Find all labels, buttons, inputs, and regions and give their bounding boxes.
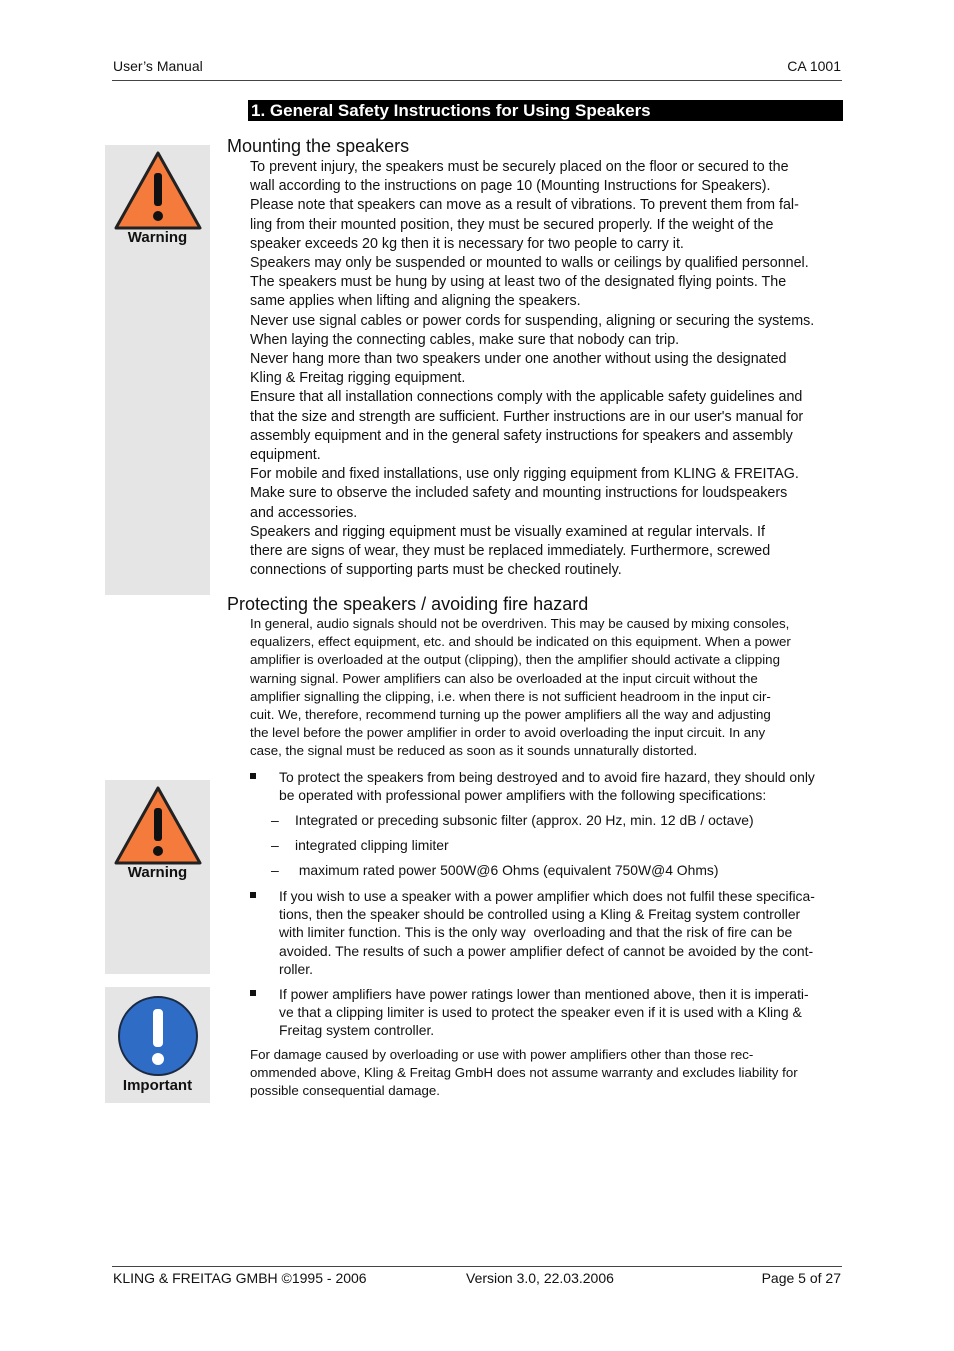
important-panel [105, 987, 210, 1103]
text-line: The speakers must be hung by using at least two of the designated flying points. The [250, 274, 787, 291]
text-line: that the size and strength are sufficient. Further instructions are in our user's manual for [250, 408, 804, 425]
warning-icon [113, 151, 203, 231]
warning-icon [113, 786, 203, 866]
text-line: Never hang more than two speakers under one another without using the designated [250, 351, 787, 368]
text-line: To prevent injury, the speakers must be securely placed on the floor or secured to the [250, 159, 789, 175]
text-line: and accessories. [250, 504, 358, 521]
text-line: avoided. The results of such a power amplifier defect of cannot be avoided by the cont- [279, 942, 814, 959]
text-line: To protect the speakers from being destroyed and to avoid fire hazard, they should only [279, 769, 815, 785]
section-title: 1. General Safety Instructions for Using Speakers [248, 100, 843, 121]
bullet-marker [250, 990, 256, 996]
header-rule [112, 80, 842, 81]
header-right: CA 1001 [787, 58, 841, 74]
warning-panel-1 [105, 145, 210, 595]
bullet-item-2 [279, 887, 841, 978]
warning-label: Warning [127, 229, 188, 246]
text-line: If you wish to use a speaker with a power amplifier which does not fulfil these specifica- [279, 888, 815, 904]
text-line: case, the signal must be reduced as soon as it sounds unnaturally distorted. [250, 743, 698, 759]
text-line: amplifier is overloaded at the output (clipping), then the amplifier should activate a clipping [250, 652, 780, 668]
text-line: Freitag system controller. [279, 1022, 435, 1039]
text-line: ve that a clipping limiter is used to protect the speaker even if it is used with a Kling & [279, 1004, 802, 1021]
bullet-item-3 [279, 985, 841, 1040]
text-line: amplifier signalling the clipping, i.e. when there is not sufficient headroom in the input cir- [250, 688, 771, 704]
footer-company: KLING & FREITAG GMBH ©1995 - 2006 [113, 1270, 367, 1286]
text-line: Please note that speakers can move as a result of vibrations. To prevent them from fal- [250, 197, 799, 214]
text-line: When laying the connecting cables, make sure that nobody can trip. [250, 331, 680, 348]
text-line: connections of supporting parts must be checked routinely. [250, 562, 622, 579]
spec-item-2: integrated clipping limiter [295, 837, 449, 853]
text-line: same applies when lifting and aligning the speakers. [250, 293, 581, 310]
dash-marker: – [271, 837, 279, 853]
text-line: tions, then the speaker should be controlled using a Kling & Freitag system controller [279, 906, 801, 923]
bullet-marker [250, 773, 256, 779]
text-line: Make sure to observe the included safety and mounting instructions for loudspeakers [250, 485, 788, 502]
dash-marker: – [271, 812, 279, 828]
text-line: equalizers, effect equipment, etc. and should be indicated on this equipment. When a power [250, 634, 791, 650]
text-line: roller. [279, 960, 313, 977]
text-line: Ensure that all installation connections comply with the applicable safety guidelines and [250, 389, 803, 406]
footer-version: Version 3.0, 22.03.2006 [466, 1270, 614, 1286]
text-line: cuit. We, therefore, recommend turning up the power amplifiers all the way and adjusting [250, 707, 771, 723]
header-left: User’s Manual [113, 58, 203, 74]
text-line: Speakers and rigging equipment must be visually examined at regular intervals. If [250, 523, 765, 540]
warning-panel-2 [105, 780, 210, 974]
text-line: with limiter function. This is the only way overloading and that the risk of fire can be [279, 924, 793, 941]
text-line: ommended above, Kling & Freitag GmbH does not assume warranty and excludes liability for [250, 1065, 798, 1081]
text-line: there are signs of wear, they must be replaced immediately. Furthermore, screwed [250, 543, 771, 560]
bullet-item-1 [279, 768, 841, 804]
closing-paragraph [250, 1046, 844, 1101]
text-line: For damage caused by overloading or use with power amplifiers other than those rec- [250, 1047, 754, 1062]
text-line: For mobile and fixed installations, use only rigging equipment from KLING & FREITAG. [250, 466, 799, 483]
mounting-body [250, 158, 842, 580]
important-icon [117, 995, 199, 1077]
text-line: If power amplifiers have power ratings lower than mentioned above, then it is imperati- [279, 986, 809, 1002]
dash-marker: – [271, 862, 279, 878]
text-line: the level before the power amplifier in order to avoid overloading the input circuit. In any [250, 725, 766, 741]
protecting-heading: Protecting the speakers / avoiding fire hazard [227, 594, 589, 614]
text-line: In general, audio signals should not be overdriven. This may be caused by mixing consoles, [250, 616, 790, 631]
text-line: warning signal. Power amplifiers can also be overloaded at the input circuit without the [250, 670, 758, 686]
text-line: speaker exceeds 20 kg then it is necessary for two people to carry it. [250, 235, 684, 252]
footer-page: Page 5 of 27 [761, 1270, 841, 1286]
spec-item-3: maximum rated power 500W@6 Ohms (equivalent 750W@4 Ohms) [295, 862, 719, 878]
text-line: Never use signal cables or power cords for suspending, aligning or securing the systems. [250, 312, 815, 329]
text-line: ling from their mounted position, they must be secured properly. If the weight of the [250, 216, 774, 233]
warning-label: Warning [127, 864, 188, 881]
footer-rule [112, 1266, 842, 1267]
spec-item-1: Integrated or preceding subsonic filter (approx. 20 Hz, min. 12 dB / octave) [295, 812, 754, 828]
bullet-marker [250, 892, 256, 898]
mounting-heading: Mounting the speakers [227, 136, 410, 156]
protecting-intro [250, 615, 844, 761]
text-line: Kling & Freitag rigging equipment. [250, 370, 466, 387]
text-line: be operated with professional power amplifiers with the following specifications: [279, 787, 767, 804]
text-line: equipment. [250, 447, 321, 464]
text-line: wall according to the instructions on page 10 (Mounting Instructions for Speakers). [250, 178, 771, 195]
text-line: Speakers may only be suspended or mounted to walls or ceilings by qualified personnel. [250, 255, 809, 272]
important-label: Important [122, 1077, 193, 1094]
text-line: assembly equipment and in the general safety instructions for speakers and assembly [250, 427, 793, 444]
text-line: possible consequential damage. [250, 1083, 440, 1099]
